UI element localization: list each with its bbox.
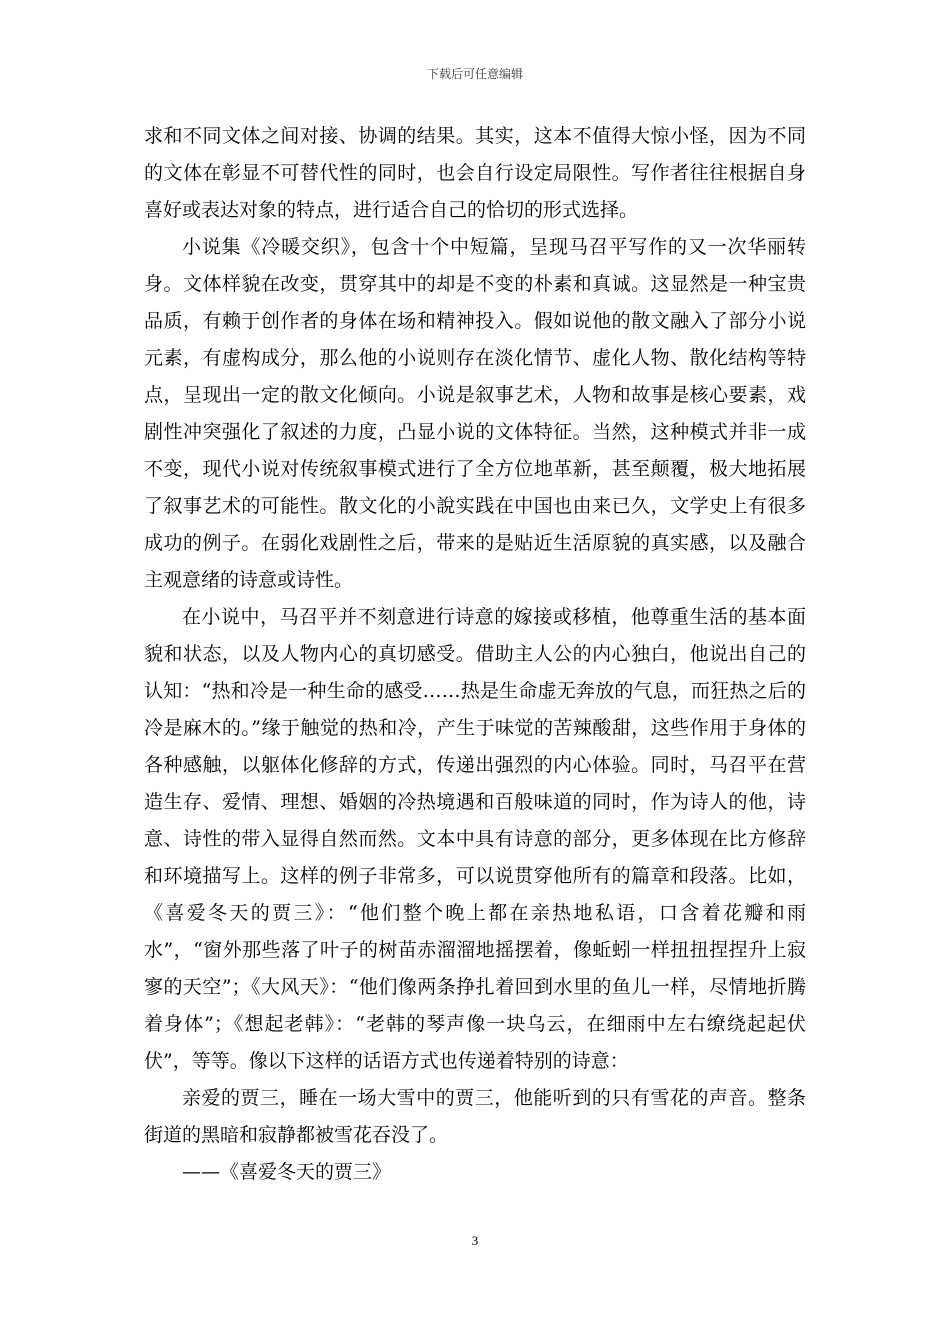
quote-paragraph: 亲爱的贾三，睡在一场大雪中的贾三，他能听到的只有雪花的声音。整条街道的黑暗和寂静都被雪花吞没了。	[144, 1087, 806, 1146]
paragraph: 小说集《冷暖交织》，包含十个中短篇，呈现马召平写作的又一次华丽转身。文体样貌在改变，贯穿其中的却是不变的朴素和真诚。这显然是一种宝贵品质，有赖于创作者的身体在场和精神投入。假如说他的散文融入了部分小说元素，有虚构成分，那么他的小说则存在淡化情节、虚化人物、散化结构等特点，呈现出一定的散文化倾向。小说是叙事艺术，人物和故事是核心要素，戏剧性冲突强化了叙述的力度，凸显小说的文体特征。当然，这种模式并非一成不变，现代小说对传统叙事模式进行了全方位地革新，甚至颠覆，极大地拓展了叙事艺术的可能性。散文化的小說实践在中国也由来已久，文学史上有很多成功的例子。在弱化戏剧性之后，带来的是贴近生活原貌的真实感，以及融合主观意绪的诗意或诗性。	[144, 236, 806, 591]
body-text	[144, 118, 806, 1191]
quote-source: ——《喜爱冬天的贾三》	[182, 1161, 392, 1183]
paragraph: 求和不同文体之间对接、协调的结果。其实，这本不值得大惊小怪，因为不同的文体在彰显不可替代性的同时，也会自行设定局限性。写作者往往根据自身喜好或表达对象的特点，进行适合自己的恰切的形式选择。	[144, 125, 806, 221]
page-number: 3	[471, 1233, 479, 1248]
paragraph: 在小说中，马召平并不刻意进行诗意的嫁接或移植，他尊重生活的基本面貌和状态，以及人物内心的真切感受。借助主人公的内心独白，他说出自己的认知：“热和冷是一种生命的感受……热是生命虚无奔放的气息，而狂热之后的冷是麻木的。”缘于触觉的热和冷，产生于味觉的苦辣酸甜，这些作用于身体的各种感触，以躯体化修辞的方式，传递出强烈的内心体验。同时，马召平在营造生存、爱情、理想、婚姻的冷热境遇和百般味道的同时，作为诗人的他，诗意、诗性的带入显得自然而然。文本中具有诗意的部分，更多体现在比方修辞和环境描写上。这样的例子非常多，可以说贯穿他所有的篇章和段落。比如，《喜爱冬天的贾三》：“他们整个晚上都在亲热地私语，口含着花瓣和雨水”，“窗外那些落了叶子的树苗赤溜溜地摇摆着，像蚯蚓一样扭扭捏捏升上寂寥的天空”；《大风天》：“他们像两条挣扎着回到水里的鱼儿一样，尽情地折腾着身体”；《想起老韩》：“老韩的琴声像一块乌云，在细雨中左右缭绕起起伏伏”，等等。像以下这样的话语方式也传递着特别的诗意：	[144, 606, 806, 1072]
page-header: 下载后可任意编辑	[426, 67, 523, 81]
